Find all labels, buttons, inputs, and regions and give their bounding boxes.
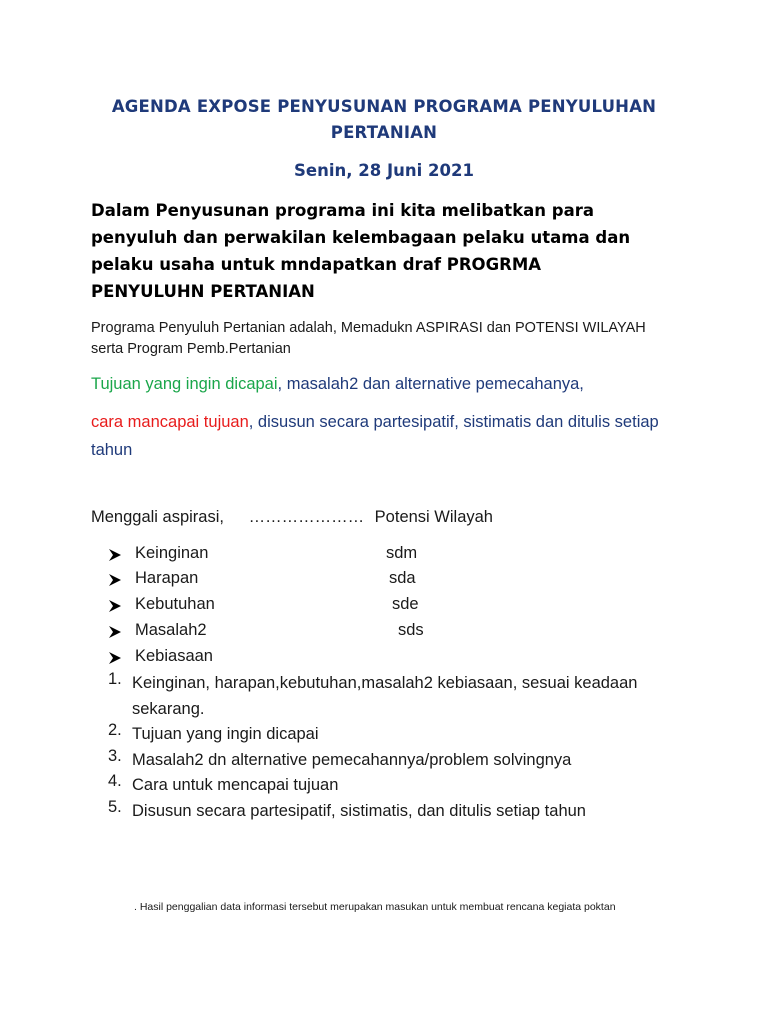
title-line-2: PERTANIAN xyxy=(330,123,438,142)
aspiration-label: Menggali aspirasi, xyxy=(91,508,224,526)
arrow-bullet-icon xyxy=(108,573,122,587)
bullet-value: sdm xyxy=(386,544,418,562)
definition-line: serta Program Pemb.Pertanian xyxy=(91,341,291,357)
method-highlight: cara mancapai tujuan xyxy=(91,413,249,431)
intro-paragraph xyxy=(91,197,691,305)
bullet-value: sds xyxy=(398,621,424,639)
bullet-value: sda xyxy=(389,569,416,587)
arrow-bullet-icon xyxy=(108,651,122,665)
item-number: 3. xyxy=(108,747,122,765)
method-rest: , disusun secara partesipatif, sistimatis dan ditulis setiap xyxy=(248,413,659,431)
definition-line: Programa Penyuluh Pertanian adalah, Memadukn ASPIRASI dan POTENSI WILAYAH xyxy=(91,320,646,336)
aspiration-header xyxy=(91,508,493,527)
item-text: Keinginan, harapan,kebutuhan,masalah2 kebiasaan, sesuai keadaan xyxy=(132,674,638,692)
bullet-label: Harapan xyxy=(135,569,199,587)
goal-rest: , masalah2 dan alternative pemecahanya, xyxy=(277,375,584,393)
footer-note: . Hasil penggalian data informasi tersebut merupakan masukan untuk membuat rencana kegiata poktan xyxy=(134,901,616,913)
item-number: 4. xyxy=(108,772,122,790)
title-line-1: AGENDA EXPOSE PENYUSUNAN PROGRAMA PENYULUHAN xyxy=(111,97,657,116)
intro-line: PENYULUHN PERTANIAN xyxy=(91,282,315,301)
intro-line: penyuluh dan perwakilan kelembagaan pelaku utama dan xyxy=(91,228,631,247)
bullet-value: sde xyxy=(392,595,419,613)
bullet-label: Kebutuhan xyxy=(135,595,215,613)
arrow-bullet-icon xyxy=(108,599,122,613)
item-number: 1. xyxy=(108,670,122,688)
dotted-leader: ………………… xyxy=(248,508,365,526)
arrow-bullet-icon xyxy=(108,625,122,639)
method-line xyxy=(91,408,691,464)
arrow-bullet-icon xyxy=(108,548,122,562)
document-title xyxy=(80,94,688,146)
item-number: 5. xyxy=(108,798,122,816)
item-text: Tujuan yang ingin dicapai xyxy=(132,725,319,743)
intro-line: pelaku usaha untuk mndapatkan draf PROGRMA xyxy=(91,255,542,274)
item-text: Cara untuk mencapai tujuan xyxy=(132,776,339,794)
item-text-continued: sekarang. xyxy=(132,700,205,718)
intro-line: Dalam Penyusunan programa ini kita melibatkan para xyxy=(91,201,595,220)
definition-paragraph xyxy=(91,318,691,360)
potential-label: Potensi Wilayah xyxy=(374,508,493,526)
item-number: 2. xyxy=(108,721,122,739)
bullet-label: Masalah2 xyxy=(135,621,207,639)
bullet-label: Kebiasaan xyxy=(135,647,213,665)
method-line-2: tahun xyxy=(91,441,133,459)
item-text: Masalah2 dn alternative pemecahannya/problem solvingnya xyxy=(132,751,572,769)
item-text: Disusun secara partesipatif, sistimatis, dan ditulis setiap tahun xyxy=(132,802,586,820)
goal-line xyxy=(91,375,584,394)
goal-highlight: Tujuan yang ingin dicapai xyxy=(91,375,278,393)
bullet-label: Keinginan xyxy=(135,544,209,562)
document-date: Senin, 28 Juni 2021 xyxy=(294,161,474,180)
